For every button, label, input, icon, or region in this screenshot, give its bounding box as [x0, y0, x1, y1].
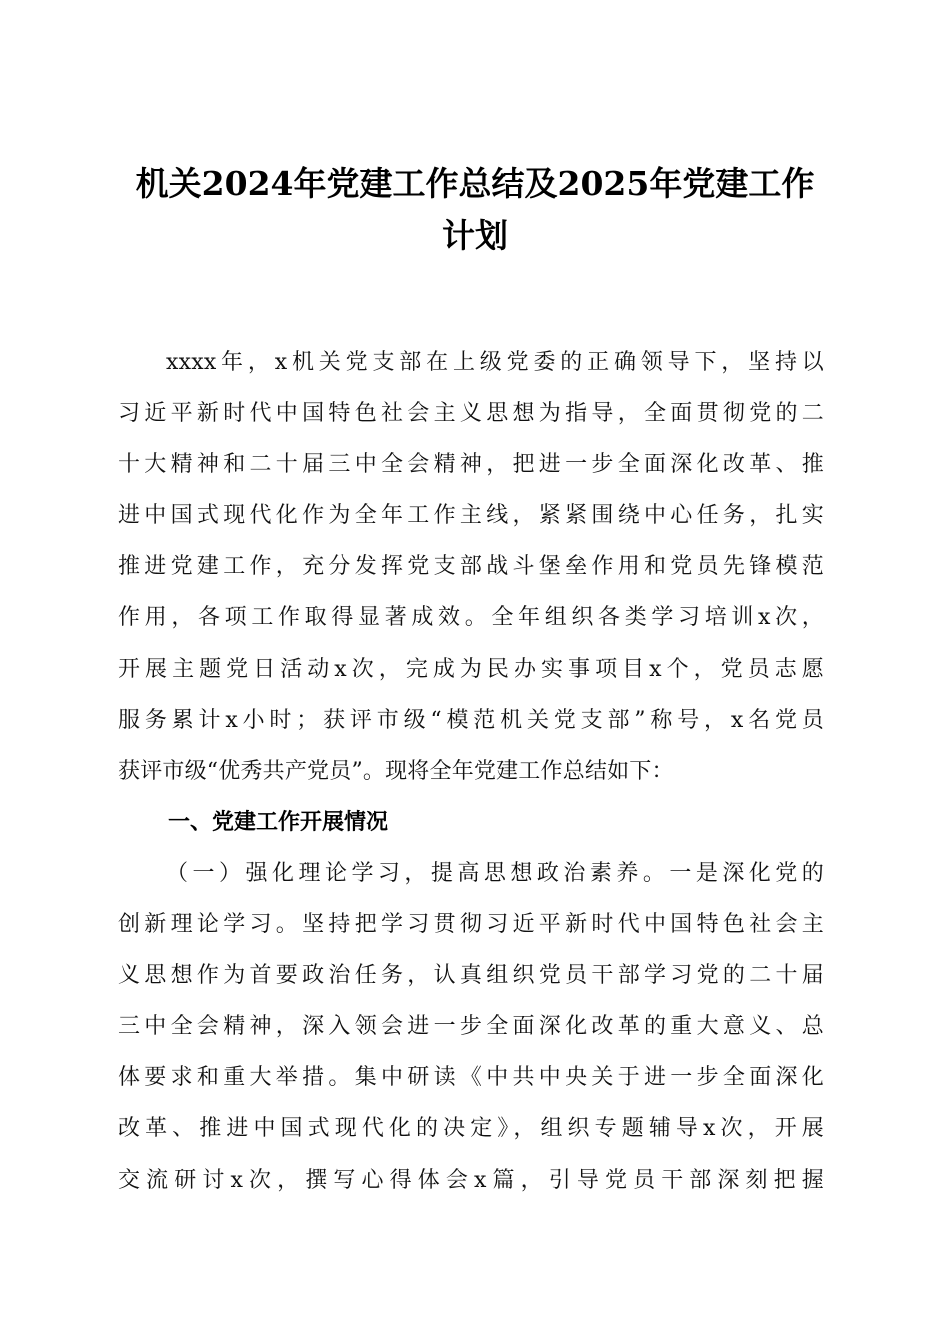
- title-line-2: 计划: [442, 216, 508, 255]
- section-heading: 一、党建工作开展情况: [168, 809, 389, 835]
- intro-line-2: 习近平新时代中国特色社会主义思想为指导，全面贯彻党的二: [118, 401, 824, 427]
- intro-line-4: 进中国式现代化作为全年工作主线，紧紧围绕中心任务，扎实: [118, 503, 824, 529]
- document-title: [100, 158, 850, 262]
- section-line-1: （一）强化理论学习，提高思想政治素养。一是深化党的: [166, 860, 824, 886]
- section-line-5: 体要求和重大举措。集中研读《中共中央关于进一步全面深化: [118, 1065, 824, 1091]
- intro-line-8: 服务累计x小时；获评市级“模范机关党支部”称号，x名党员: [118, 707, 824, 733]
- intro-line-6: 作用，各项工作取得显著成效。全年组织各类学习培训x次，: [118, 605, 824, 631]
- section-line-2: 创新理论学习。坚持把学习贯彻习近平新时代中国特色社会主: [118, 912, 824, 938]
- intro-line-1: xxxx年，x机关党支部在上级党委的正确领导下，坚持以: [166, 350, 824, 375]
- section-line-4: 三中全会精神，深入领会进一步全面深化改革的重大意义、总: [118, 1014, 824, 1040]
- title-line-1: 机关2024年党建工作总结及2025年党建工作: [135, 164, 815, 203]
- intro-line-5: 推进党建工作，充分发挥党支部战斗堡垒作用和党员先锋模范: [118, 554, 824, 580]
- intro-line-9: 获评市级“优秀共产党员”。现将全年党建工作总结如下：: [118, 758, 674, 784]
- section-line-7: 交流研讨x次，撰写心得体会x篇，引导党员干部深刻把握: [118, 1167, 824, 1193]
- section-line-6: 改革、推进中国式现代化的决定》，组织专题辅导x次，开展: [118, 1116, 824, 1142]
- intro-line-3: 十大精神和二十届三中全会精神，把进一步全面深化改革、推: [118, 452, 824, 478]
- intro-line-7: 开展主题党日活动x次，完成为民办实事项目x个，党员志愿: [118, 656, 824, 682]
- section-line-3: 义思想作为首要政治任务，认真组织党员干部学习党的二十届: [118, 963, 824, 989]
- document-body: [118, 344, 824, 1213]
